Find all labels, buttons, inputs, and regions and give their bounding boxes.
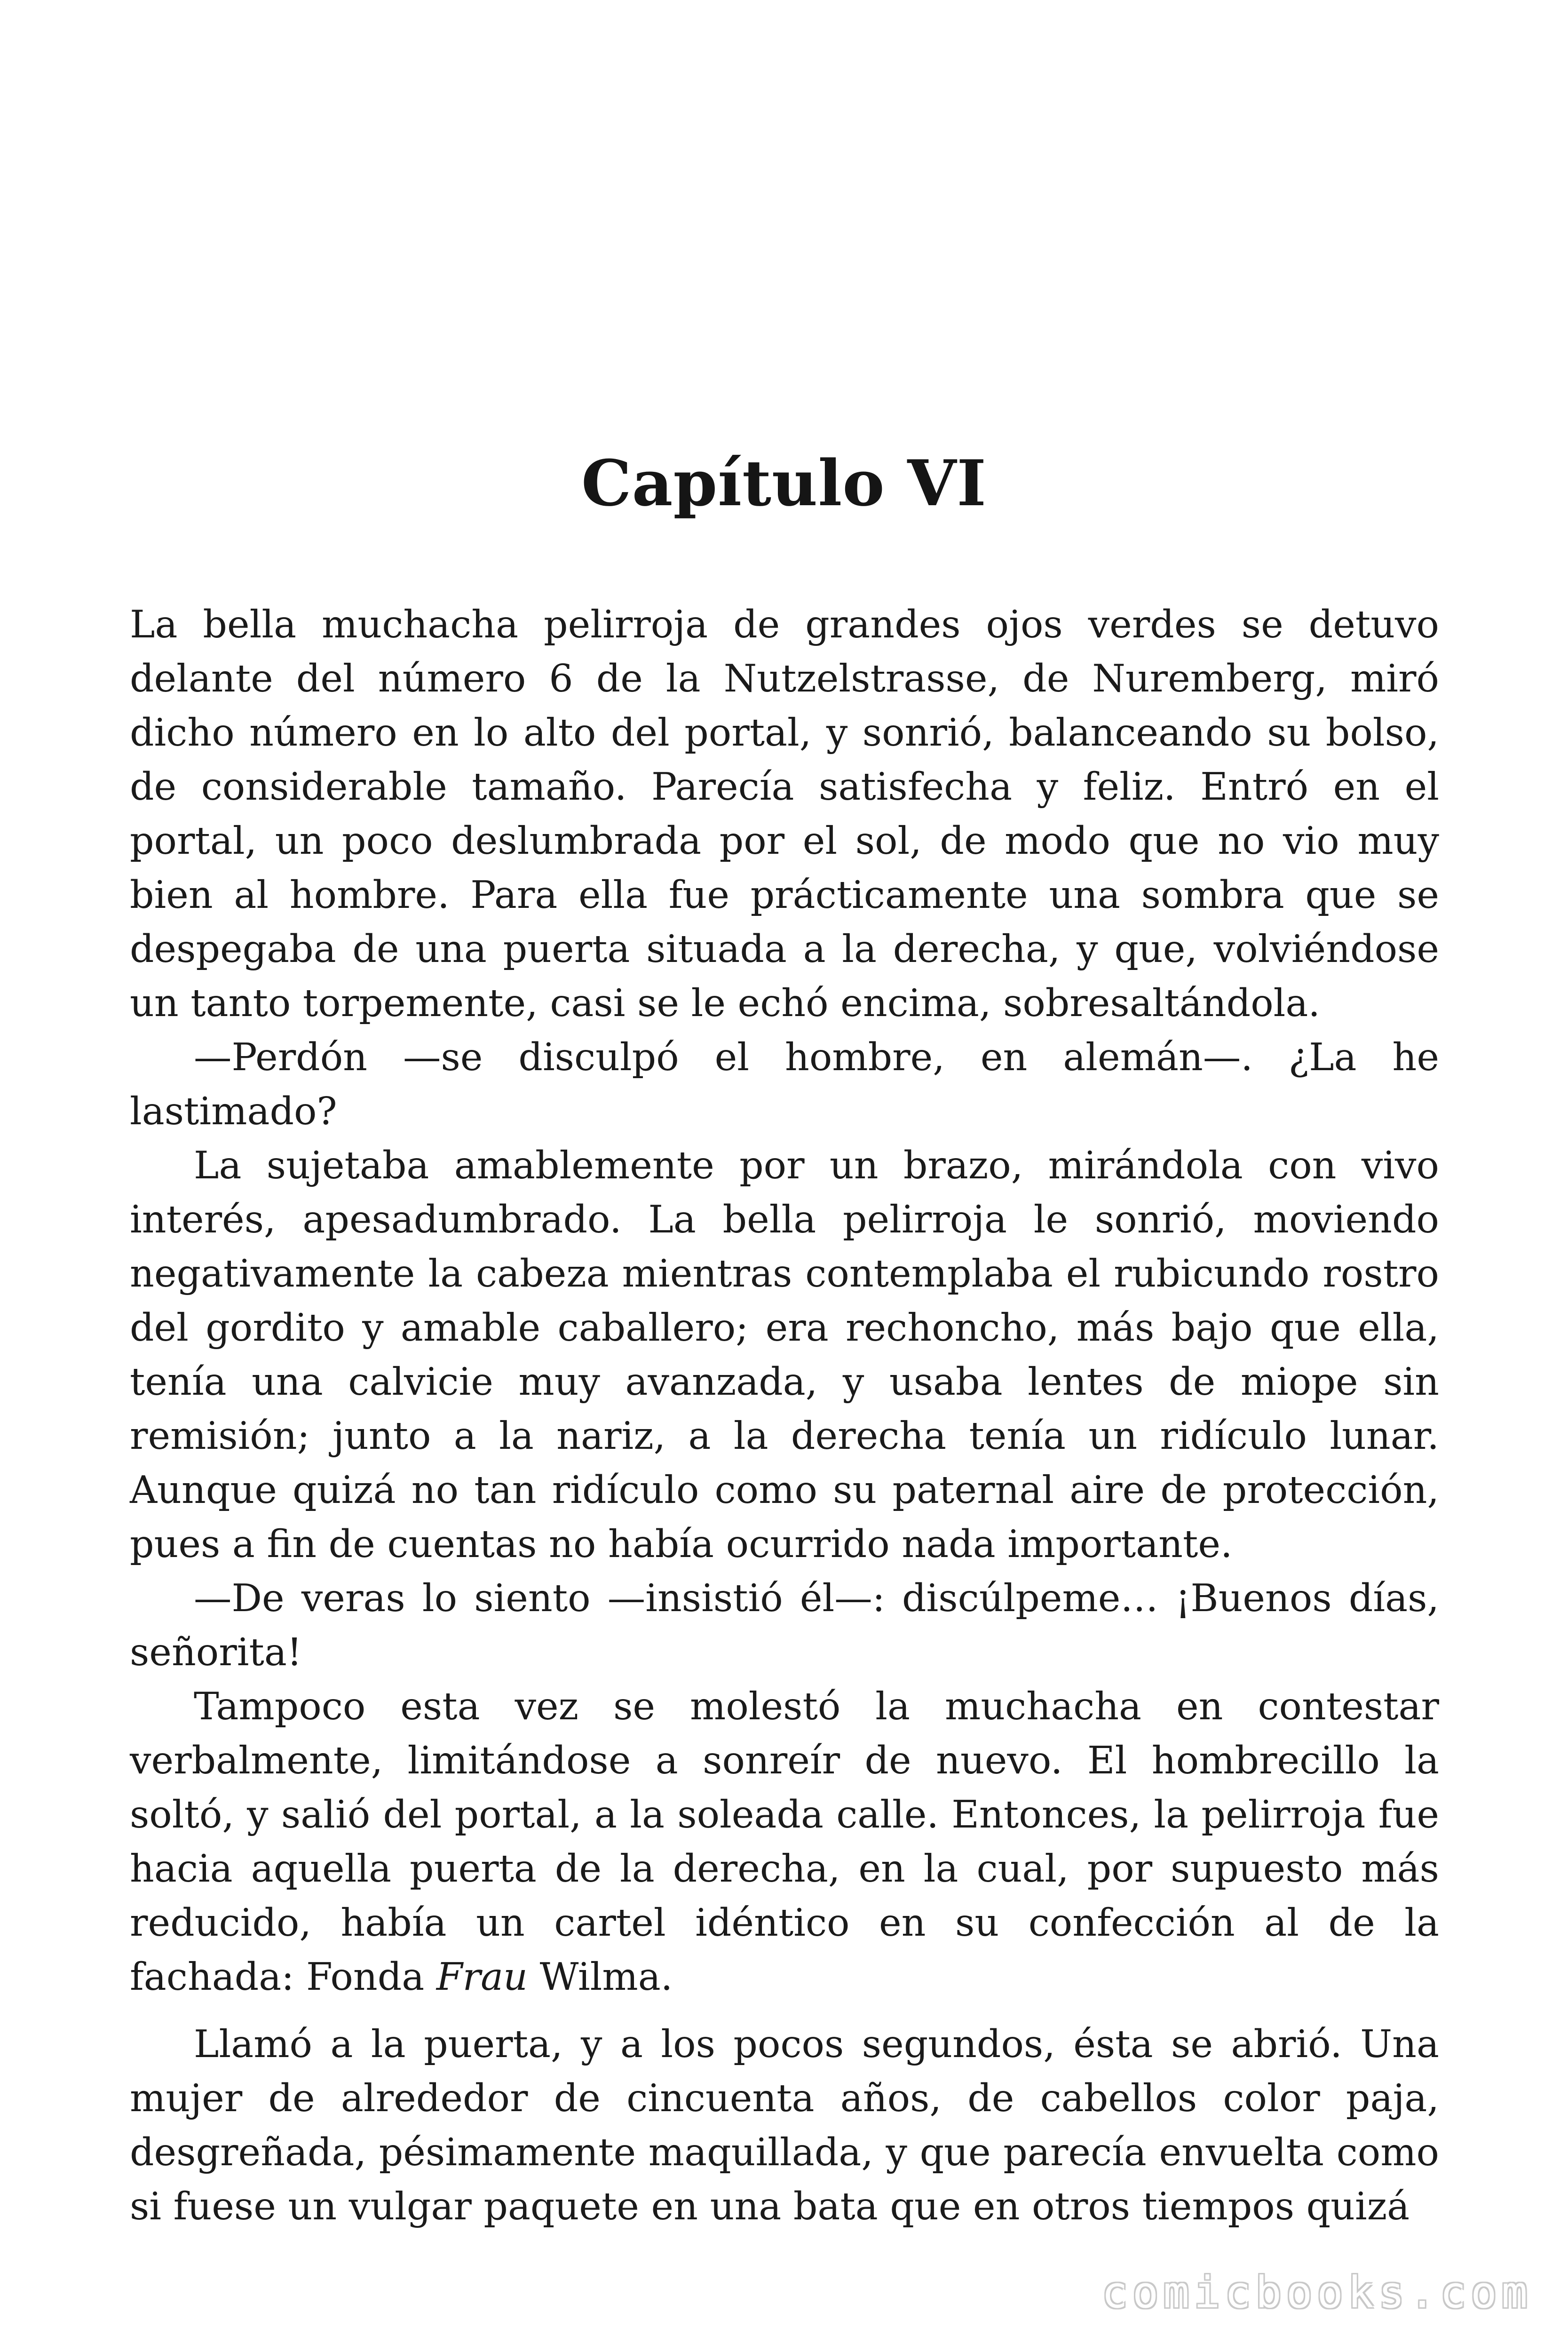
paragraph-2: —Perdón —se disculpó el hombre, en alemán—. ¿La he lastimado? [130,1035,1439,1133]
paragraph-1: La bella muchacha pelirroja de grandes ojos verdes se detuvo delante del número 6 de la Nutzelstrasse, de Nuremberg, miró dicho número en lo alto del portal, y sonrió, balanceando su bolso, de considerable tamaño. Parecía satisfecha y feliz. Entró en el portal, un poco deslumbrada por el sol, de modo que no vio muy bien al hombre. Para ella fue prácticamente una sombra que se despegaba de una puerta situada a la derecha, y que, volviéndose un tanto torpemente, casi se le echó encima, sobresaltándola. [130,602,1439,1025]
paragraph-5-text: Tampoco esta vez se molestó la muchacha en contestar verbalmente, limitándose a sonreír de nuevo. El hombrecillo la soltó, y salió del portal, a la soleada calle. Entonces, la pelirroja fue hacia aquella puerta de la derecha, en la cual, por supuesto más reducido, había un cartel idéntico en su confección al de la fachada: Fonda [130,1684,1439,1999]
paragraph-5-tail: Wilma. [528,1955,673,1999]
paragraph-6: Llamó a la puerta, y a los pocos segundos, ésta se abrió. Una mujer de alrededor de cincuenta años, de cabellos color paja, desgreñada, pésimamente maquillada, y que parecía envuelta como si fuese un vulgar paquete en una bata que en otros tiempos quizá [130,2022,1439,2228]
paragraph-4: —De veras lo siento —insistió él—: discúlpeme… ¡Buenos días, señorita! [130,1576,1439,1674]
watermark: comicbooks.com [1101,2267,1532,2318]
paragraph-3: La sujetaba amablemente por un brazo, mirándola con vivo interés, apesadumbrado. La bella pelirroja le sonrió, moviendo negativamente la cabeza mientras contemplaba el rubicundo rostro del gordito y amable caballero; era rechoncho, más bajo que ella, tenía una calvicie muy avanzada, y usaba lentes de miope sin remisión; junto a la nariz, a la derecha tenía un ridículo lunar. Aunque quizá no tan ridículo como su paternal aire de protección, pues a fin de cuentas no había ocurrido nada importante. [130,1143,1439,1566]
paragraph-5 [130,1679,1439,2004]
chapter-title: Capítulo VI [581,446,987,520]
paragraph-5-italic: Frau [436,1955,528,1999]
chapter-body [130,597,1439,2233]
